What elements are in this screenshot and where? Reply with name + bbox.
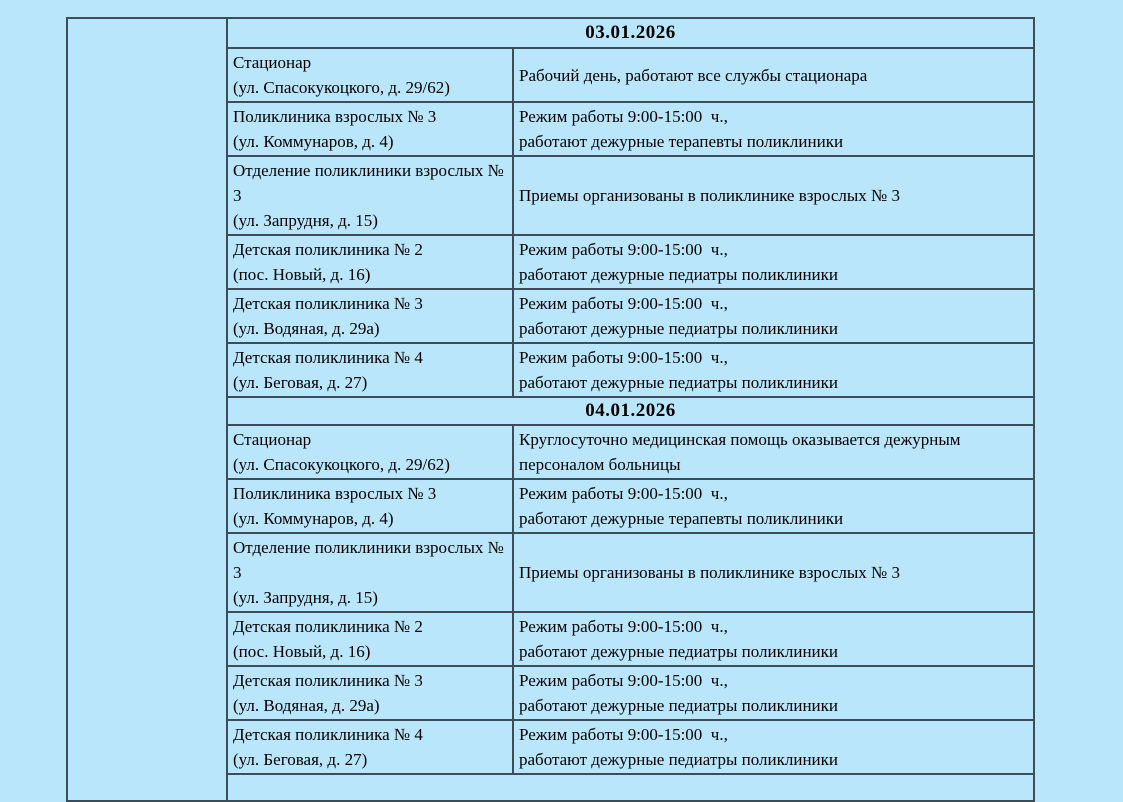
schedule-info-cell [514,480,1033,532]
facility-address: (ул. Спасокукоцкого, д. 29/62) [233,455,450,474]
facility-name: Отделение поликлиники взрослых № 3 [233,538,509,582]
schedule-line-1: Режим работы 9:00-15:00 ч., [519,240,728,259]
date-header: 03.01.2026 [585,22,676,43]
facility-address: (ул. Водяная, д. 29а) [233,696,380,715]
schedule-info-cell [514,613,1033,665]
table-row [228,478,1033,532]
facility-name: Поликлиника взрослых № 3 [233,107,437,126]
facility-address: (ул. Запрудня, д. 15) [233,211,378,230]
schedule-table-main [228,19,1033,800]
facility-cell [228,480,514,532]
facility-name: Детская поликлиника № 3 [233,671,423,690]
table-row [228,342,1033,396]
facility-name: Стационар [233,430,312,449]
facility-name: Отделение поликлиники взрослых № 3 [233,161,509,205]
table-row [228,532,1033,611]
schedule-line-1: Режим работы 9:00-15:00 ч., [519,617,728,636]
facility-name: Детская поликлиника № 2 [233,617,423,636]
schedule-line-2: работают дежурные педиатры поликлиники [519,642,838,661]
schedule-line-1: Рабочий день, работают все службы стационара [519,65,868,85]
table-row [228,665,1033,719]
facility-cell [228,49,514,101]
table-row [228,288,1033,342]
facility-cell [228,290,514,342]
facility-name: Детская поликлиника № 4 [233,725,423,744]
table-row [228,611,1033,665]
date-header-row [228,19,1033,47]
schedule-line-2: работают дежурные педиатры поликлиники [519,265,838,284]
schedule-line-2: работают дежурные педиатры поликлиники [519,696,838,715]
table-row [228,101,1033,155]
table-row [228,424,1033,478]
schedule-line-1: Режим работы 9:00-15:00 ч., [519,294,728,313]
table-row [228,47,1033,101]
schedule-info-cell [514,344,1033,396]
schedule-line-1: Круглосуточно медицинская помощь оказывается дежурным персоналом больницы [519,430,965,474]
schedule-line-2: работают дежурные педиатры поликлиники [519,319,838,338]
schedule-info-cell [514,534,1033,611]
schedule-line-1: Приемы организованы в поликлинике взрослых № 3 [519,563,901,582]
facility-cell [228,721,514,773]
schedule-info-cell [514,290,1033,342]
facility-cell [228,534,514,611]
schedule-info-cell [514,426,1033,478]
schedule-line-1: Приемы организованы в поликлинике взрослых № 3 [519,186,901,205]
facility-address: (пос. Новый, д. 16) [233,265,371,284]
facility-address: (ул. Коммунаров, д. 4) [233,132,394,151]
facility-address: (ул. Спасокукоцкого, д. 29/62) [233,78,450,97]
date-header: 04.01.2026 [585,400,676,421]
facility-cell [228,613,514,665]
schedule-info-cell [514,721,1033,773]
facility-name: Детская поликлиника № 4 [233,348,423,367]
facility-name: Стационар [233,53,312,72]
schedule-line-2: работают дежурные педиатры поликлиники [519,373,838,392]
schedule-line-1: Режим работы 9:00-15:00 ч., [519,348,728,367]
facility-name: Детская поликлиника № 3 [233,294,423,313]
facility-cell [228,426,514,478]
schedule-table [66,17,1035,802]
facility-address: (пос. Новый, д. 16) [233,642,371,661]
empty-footer-row [228,773,1033,800]
schedule-info-cell [514,667,1033,719]
facility-address: (ул. Коммунаров, д. 4) [233,509,394,528]
table-row [228,234,1033,288]
facility-address: (ул. Беговая, д. 27) [233,373,368,392]
schedule-line-1: Режим работы 9:00-15:00 ч., [519,484,728,503]
schedule-info-cell [514,157,1033,234]
facility-address: (ул. Запрудня, д. 15) [233,588,378,607]
schedule-line-2: работают дежурные терапевты поликлиники [519,132,844,151]
schedule-line-1: Режим работы 9:00-15:00 ч., [519,107,728,126]
schedule-line-2: работают дежурные терапевты поликлиники [519,509,844,528]
facility-cell [228,344,514,396]
facility-cell [228,103,514,155]
table-left-empty-cell [68,19,228,800]
schedule-info-cell [514,49,1033,101]
facility-name: Поликлиника взрослых № 3 [233,484,437,503]
schedule-info-cell [514,236,1033,288]
facility-cell [228,157,514,234]
facility-cell [228,236,514,288]
schedule-line-1: Режим работы 9:00-15:00 ч., [519,725,728,744]
schedule-line-1: Режим работы 9:00-15:00 ч., [519,671,728,690]
table-row [228,155,1033,234]
facility-address: (ул. Водяная, д. 29а) [233,319,380,338]
schedule-info-cell [514,103,1033,155]
facility-cell [228,667,514,719]
table-row [228,719,1033,773]
facility-name: Детская поликлиника № 2 [233,240,423,259]
date-header-row [228,396,1033,424]
schedule-line-2: работают дежурные педиатры поликлиники [519,750,838,769]
facility-address: (ул. Беговая, д. 27) [233,750,368,769]
